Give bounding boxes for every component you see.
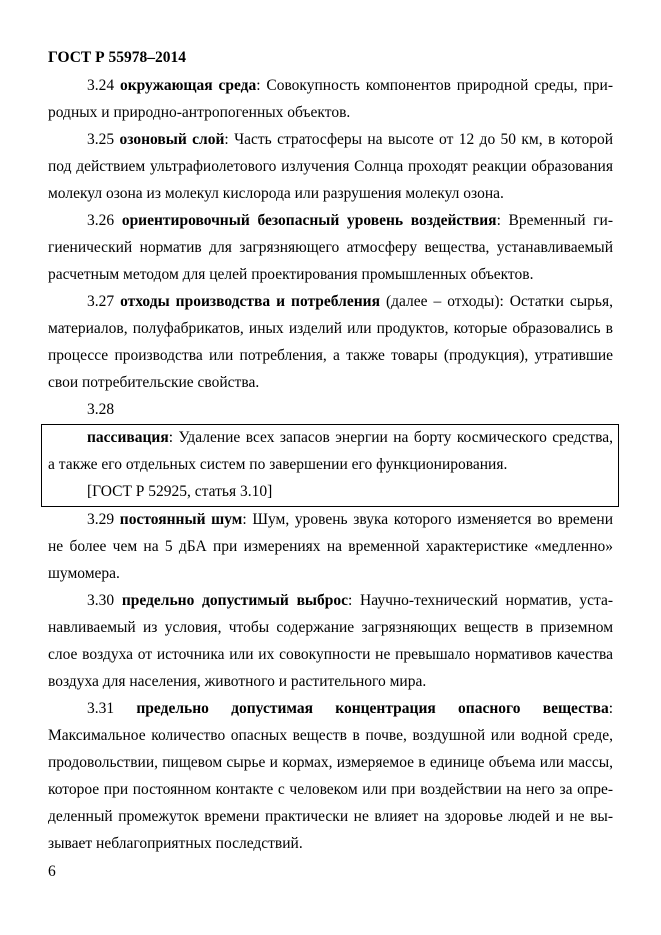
term-3-31-line-1: 3.31 предельно допустимая концентрация опасного вещества: (87, 700, 614, 717)
term-title: отходы производства и потребления (120, 293, 380, 310)
document-header: ГОСТ Р 55978–2014 (48, 49, 186, 66)
term-3-28-line-2: а также его отдельных систем по завершении его функционирования. (48, 456, 508, 473)
term-3-30-line-2: навливаемый из условия, чтобы содержание загрязняющих веществ в приземном (48, 619, 613, 636)
term-3-27-line-1: 3.27 отходы производства и потребления (далее – отходы): Остатки сырья, (87, 293, 613, 310)
term-3-26-line-2: гиенический норматив для загрязняющего атмосферу вещества, устанавливаемый (48, 239, 613, 256)
term-3-31-line-3: продовольствии, пищевом сырье и кормах, измеряемое в единице объема или массы, (48, 754, 613, 771)
term-3-30-line-4: воздуха для населения, животного и растительного мира. (48, 673, 427, 690)
term-title: постоянный шум (119, 511, 243, 528)
term-title: окружающая среда (119, 77, 257, 94)
term-title: пассивация (87, 429, 169, 446)
term-title: ориентировочный безопасный уровень воздействия (121, 212, 497, 229)
term-3-26-line-3: расчетным методом для целей проектирования промышленных объектов. (48, 266, 534, 283)
term-3-25-line-2: под действием ультрафиолетового излучения Солнца проходят реакции образования (48, 158, 613, 175)
term-3-28-reference: [ГОСТ Р 52925, статья 3.10] (87, 483, 273, 500)
term-3-31-line-4: которое при постоянном контакте с человеком или при воздействии на него за опре- (48, 781, 613, 798)
term-3-31-line-2: Максимальное количество опасных веществ в почве, воздушной или водной среде, (48, 727, 613, 744)
term-3-24-line-2: родных и природно-антропогенных объектов. (48, 104, 351, 121)
term-3-24-line-1: 3.24 окружающая среда: Совокупность компонентов природной среды, при- (87, 77, 613, 94)
page-number: 6 (48, 863, 56, 880)
term-3-27-line-4: свои потребительские свойства. (48, 374, 260, 391)
term-3-29-line-2: не более чем на 5 дБА при измерениях на временной характеристике «медленно» (48, 538, 613, 555)
term-3-28-line-1: пассивация: Удаление всех запасов энергии на борту космического средства, (87, 429, 613, 446)
term-3-27-line-3: процессе производства или потребления, а также товары (продукция), утратившие (48, 347, 613, 364)
term-3-28-number: 3.28 (87, 401, 115, 418)
term-3-25-line-1: 3.25 озоновый слой: Часть стратосферы на высоте от 12 до 50 км, в которой (87, 131, 614, 148)
term-3-25-line-3: молекул озона из молекул кислорода или разрушения молекул озона. (48, 185, 504, 202)
term-3-31-line-6: зывает неблагоприятных последствий. (48, 835, 303, 852)
term-3-30-line-3: слое воздуха от источника или их совокупности не превышало нормативов качества (48, 646, 613, 663)
term-3-29-line-1: 3.29 постоянный шум: Шум, уровень звука которого изменяется во времени (87, 511, 613, 528)
term-3-27-line-2: материалов, полуфабрикатов, иных изделий или продуктов, которые образовались в (48, 320, 613, 337)
term-title: предельно допустимый выброс (121, 592, 349, 609)
term-title: озоновый слой (119, 131, 225, 148)
term-3-26-line-1: 3.26 ориентировочный безопасный уровень воздействия: Временный ги- (87, 212, 614, 229)
term-3-31-line-5: деленный промежуток времени практически не влияет на здоровье людей и не вы- (48, 808, 613, 825)
term-3-30-line-1: 3.30 предельно допустимый выброс: Научно-технический норматив, уста- (87, 592, 613, 609)
term-3-29-line-3: шумомера. (48, 565, 120, 582)
